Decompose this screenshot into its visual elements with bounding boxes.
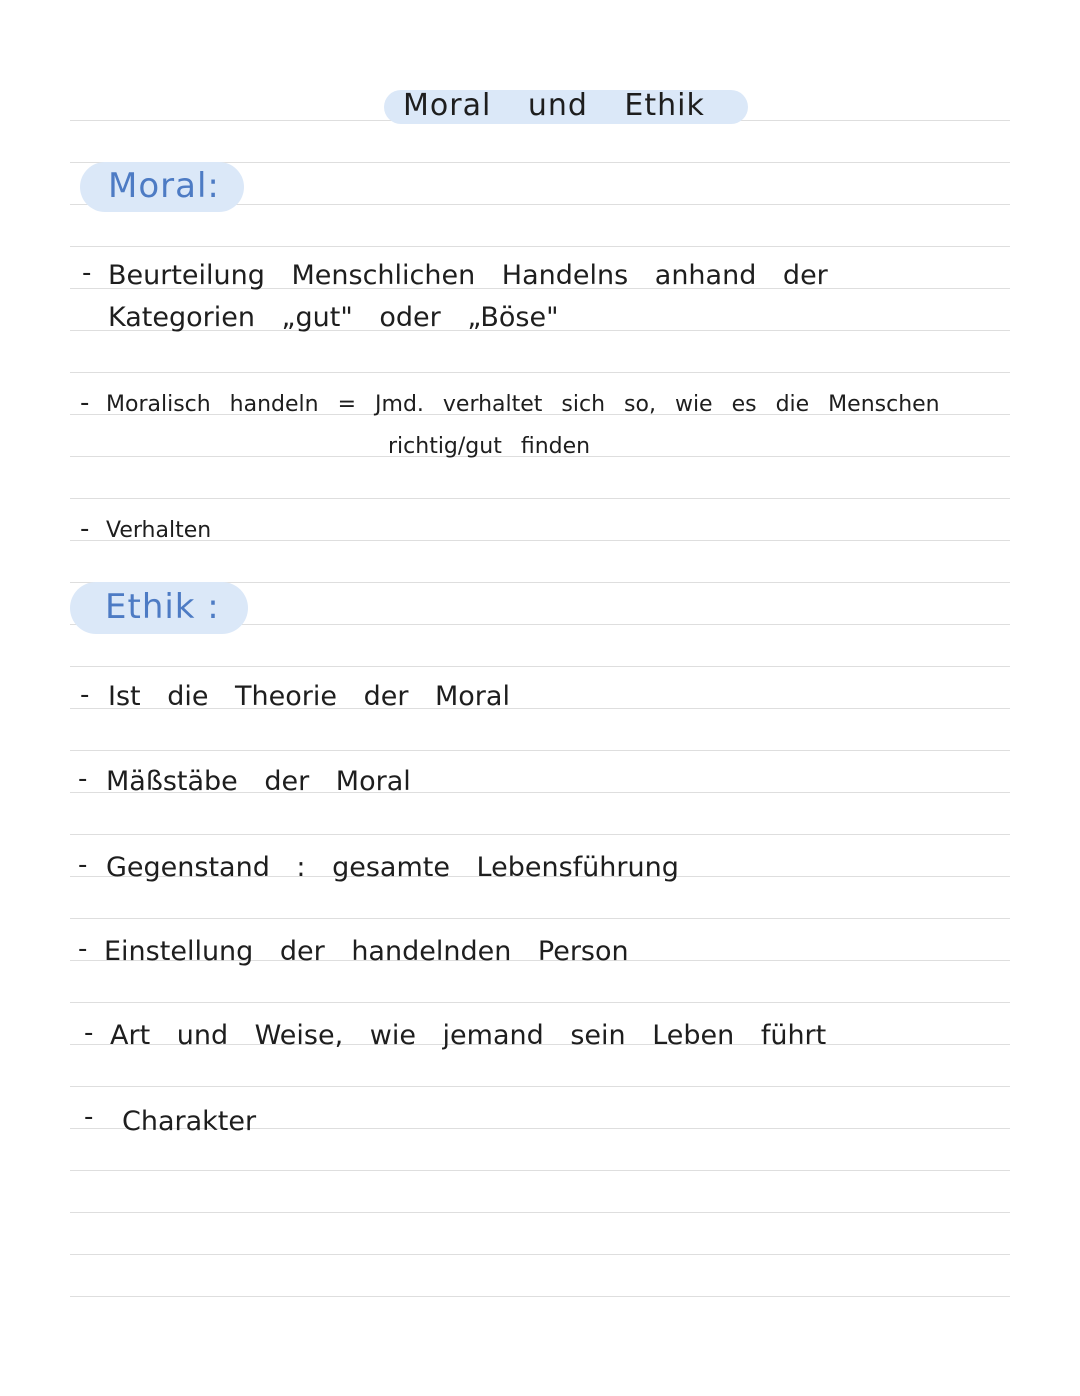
ethik-item-3: Gegenstand : gesamte Lebensführung: [106, 852, 679, 883]
bullet-dash: -: [80, 514, 90, 544]
bullet-dash: -: [78, 934, 88, 964]
ruled-line: [70, 1212, 1010, 1213]
bullet-dash: -: [84, 1018, 94, 1048]
ruled-line: [70, 834, 1010, 835]
moral-item-1-line-1: Beurteilung Menschlichen Handelns anhand der: [108, 260, 828, 291]
bullet-dash: -: [80, 680, 90, 710]
ruled-line: [70, 372, 1010, 373]
moral-item-2-line-2: richtig/gut finden: [388, 434, 591, 459]
ethik-item-4: Einstellung der handelnden Person: [104, 936, 629, 967]
moral-item-3: Verhalten: [106, 518, 212, 543]
ruled-line: [70, 750, 1010, 751]
ruled-line: [70, 1086, 1010, 1087]
ethik-item-5: Art und Weise, wie jemand sein Leben führt: [110, 1020, 827, 1051]
ruled-line: [70, 246, 1010, 247]
bullet-dash: -: [78, 764, 88, 794]
moral-item-2-line-1: Moralisch handeln = Jmd. verhaltet sich so, wie es die Menschen: [106, 392, 940, 417]
bullet-dash: -: [80, 388, 90, 418]
ruled-line: [70, 1296, 1010, 1297]
ruled-line: [70, 666, 1010, 667]
ethik-item-6: Charakter: [122, 1106, 257, 1137]
ethik-item-2: Mäßstäbe der Moral: [106, 766, 411, 797]
bullet-dash: -: [78, 850, 88, 880]
page-title: Moral und Ethik: [403, 88, 705, 123]
bullet-dash: -: [84, 1102, 94, 1132]
ethik-item-1: Ist die Theorie der Moral: [108, 681, 510, 712]
ruled-line: [70, 498, 1010, 499]
bullet-dash: -: [82, 258, 92, 288]
ruled-line: [70, 1002, 1010, 1003]
ruled-line: [70, 918, 1010, 919]
moral-heading: Moral:: [108, 166, 220, 206]
ruled-line: [70, 1170, 1010, 1171]
moral-item-1-line-2: Kategorien „gut" oder „Böse": [108, 302, 559, 333]
ruled-line: [70, 1254, 1010, 1255]
ethik-heading: Ethik :: [105, 587, 220, 627]
